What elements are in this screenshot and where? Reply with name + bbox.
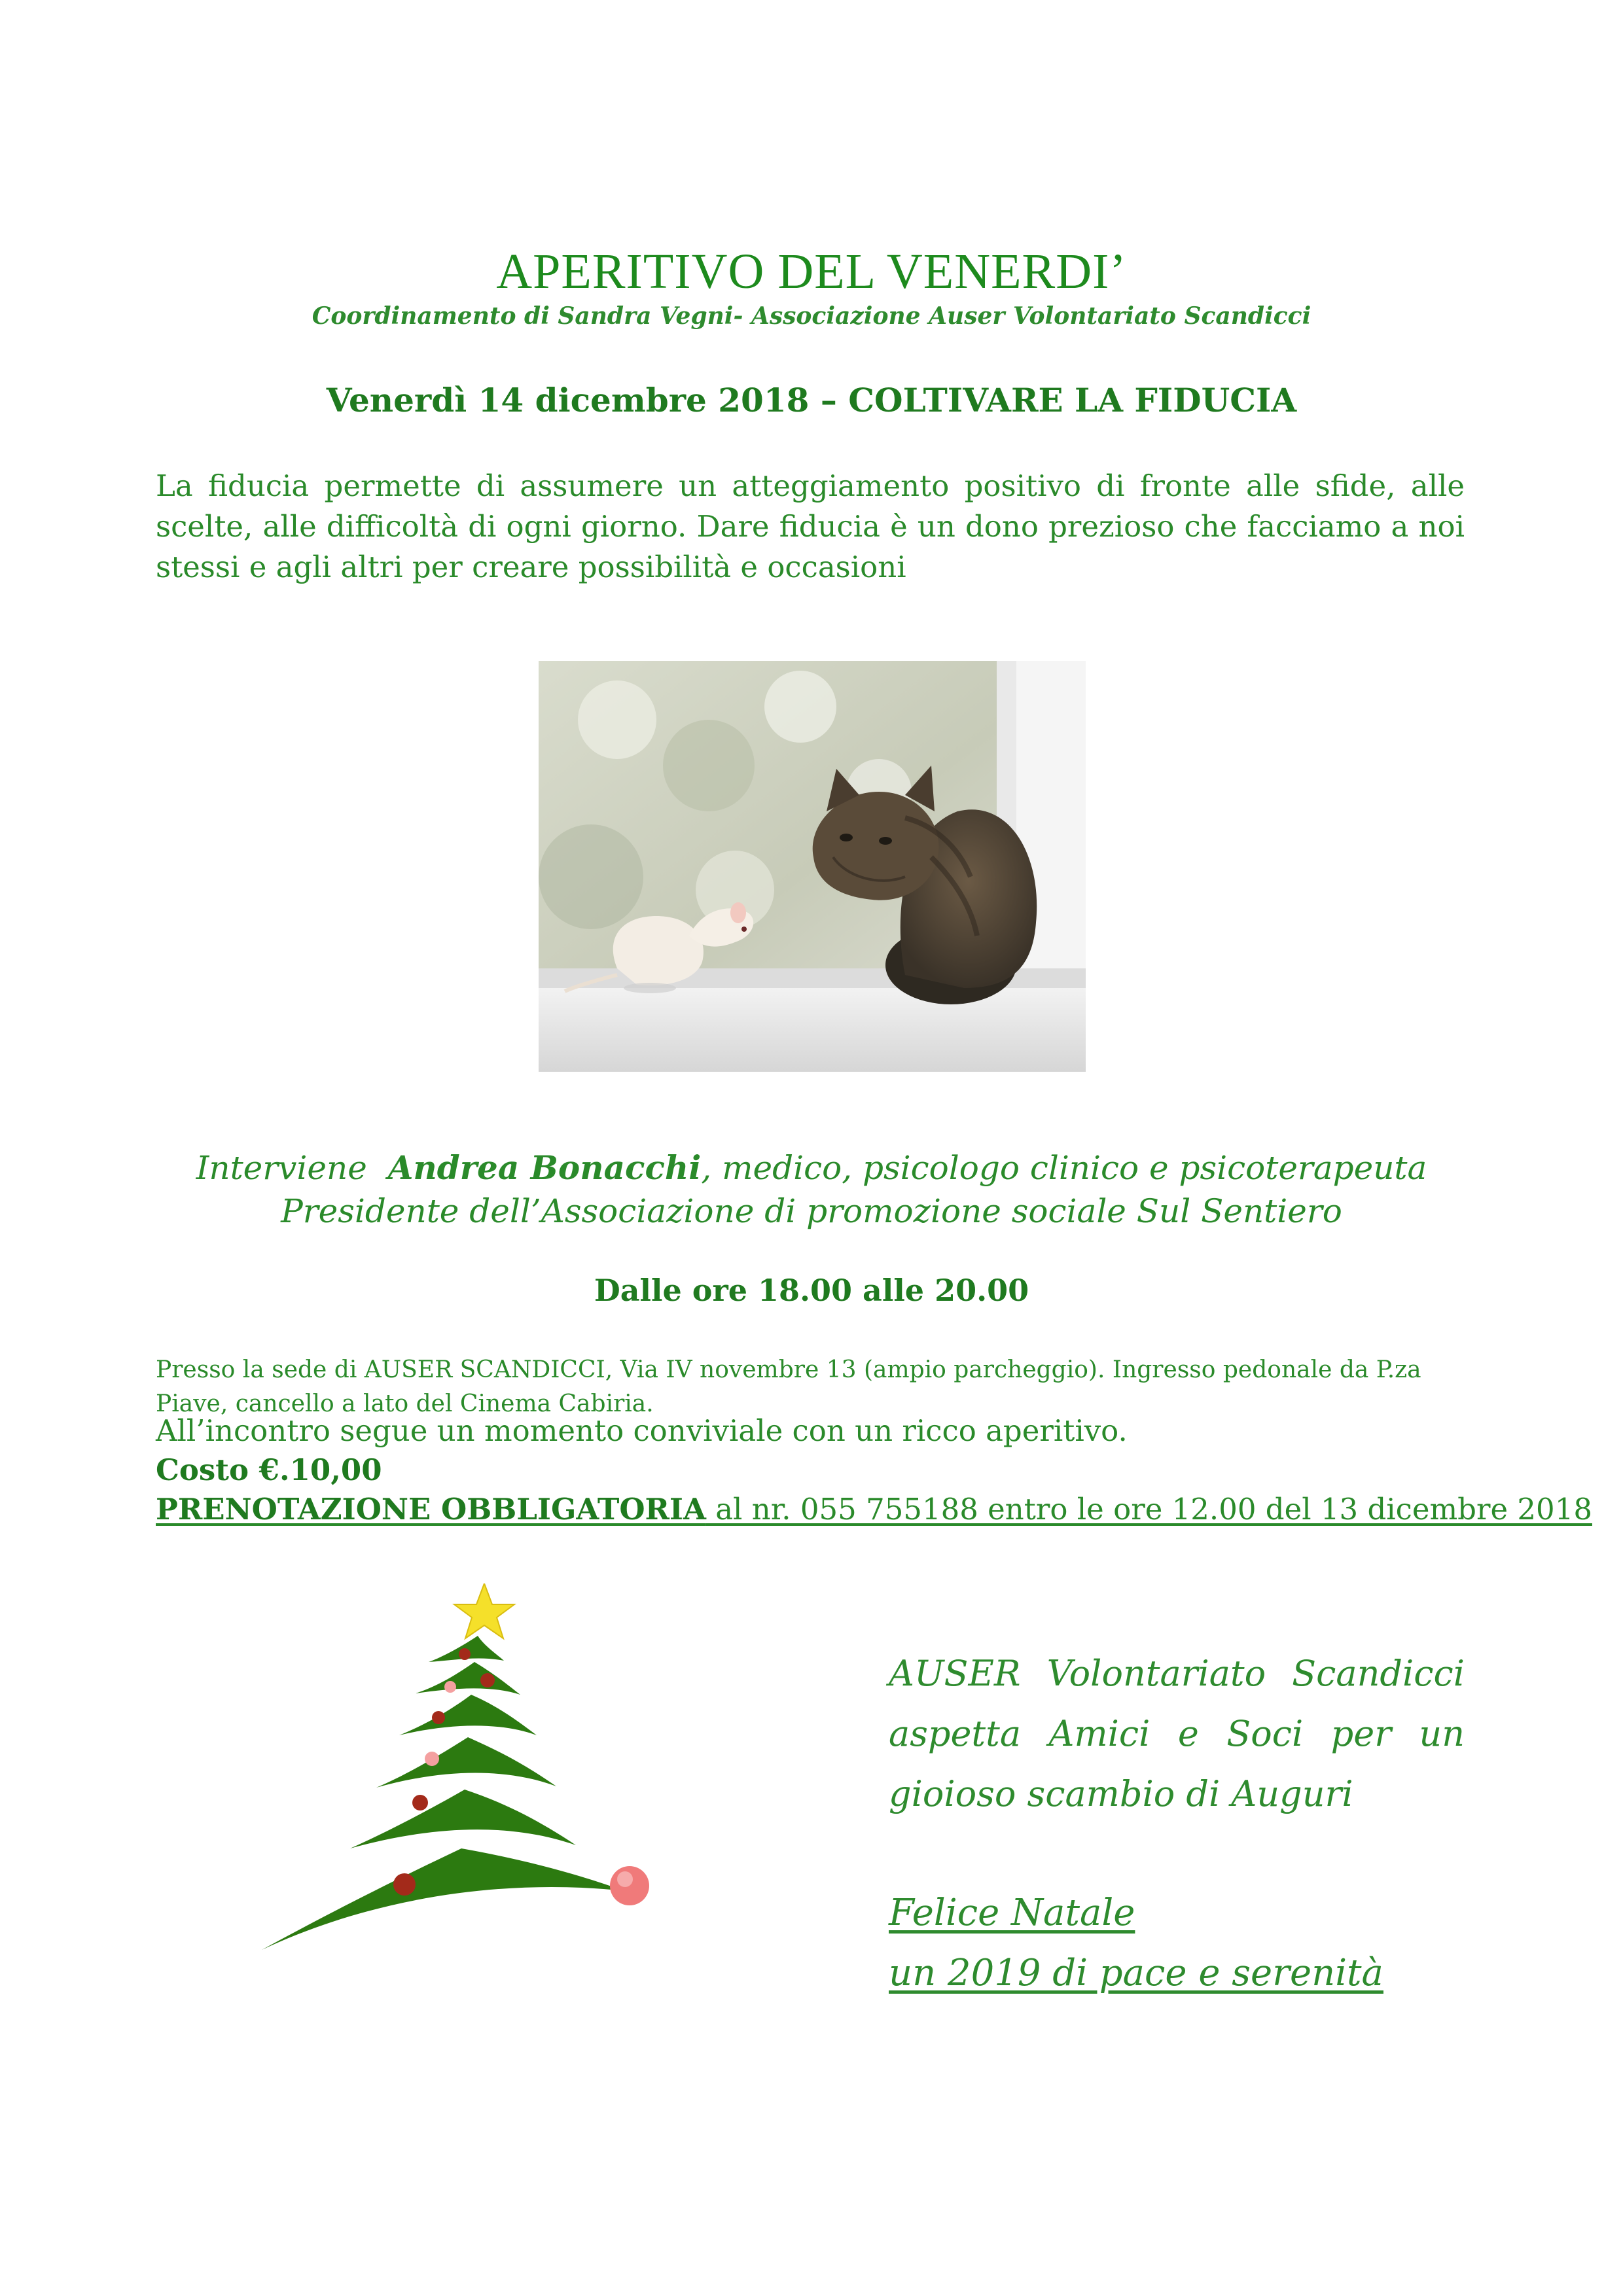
speaker-block bbox=[0, 1146, 1623, 1233]
cost-text: Costo €.10,00 bbox=[156, 1453, 382, 1487]
christmas-wish bbox=[889, 1883, 1383, 2004]
booking-text bbox=[156, 1492, 1592, 1527]
wish-line-1: Felice Natale bbox=[889, 1892, 1135, 1934]
booking-details: al nr. 055 755188 entro le ore 12.00 del 13 dicembre 2018 bbox=[705, 1492, 1592, 1527]
page-title: APERITIVO DEL VENERDI’ bbox=[496, 244, 1127, 299]
speaker-role: , medico, psicologo clinico e psicoterapeuta bbox=[701, 1149, 1427, 1187]
intro-paragraph: La fiducia permette di assumere un atteggiamento positivo di fronte alle sfide, alle scelte, alle difficoltà di ogni giorno. Dare fiducia è un dono prezioso che facciamo a noi stessi e agli altri per creare possibilità e occasioni bbox=[156, 468, 1465, 584]
speaker-prefix: Interviene bbox=[196, 1149, 367, 1187]
greeting-text: AUSER Volontariato Scandicci aspetta Amici e Soci per un gioioso scambio di Auguri bbox=[889, 1653, 1465, 1814]
speaker-name: Andrea Bonacchi bbox=[387, 1148, 702, 1187]
wish-line-2: un 2019 di pace e serenità bbox=[889, 1952, 1383, 1994]
speaker-line-1 bbox=[0, 1146, 1623, 1190]
christmas-tree-illustration bbox=[242, 1583, 713, 1989]
venue-text: Presso la sede di AUSER SCANDICCI, Via IV novembre 13 (ampio parcheggio). Ingresso pedonale da P.za Piave, cancello a lato del Cinema Cabiria. bbox=[156, 1356, 1421, 1417]
cat-mouse-photo bbox=[539, 661, 1086, 1072]
subtitle: Coordinamento di Sandra Vegni- Associazione Auser Volontariato Scandicci bbox=[312, 302, 1311, 330]
booking-required: PRENOTAZIONE OBBLIGATORIA bbox=[156, 1492, 706, 1527]
event-hours: Dalle ore 18.00 alle 20.00 bbox=[594, 1273, 1029, 1308]
event-date-title: Venerdì 14 dicembre 2018 – COLTIVARE LA FIDUCIA bbox=[326, 381, 1297, 419]
speaker-line-2: Presidente dell’Associazione di promozione sociale Sul Sentiero bbox=[281, 1192, 1342, 1230]
convivial-text: All’incontro segue un momento conviviale con un ricco aperitivo. bbox=[156, 1413, 1128, 1448]
